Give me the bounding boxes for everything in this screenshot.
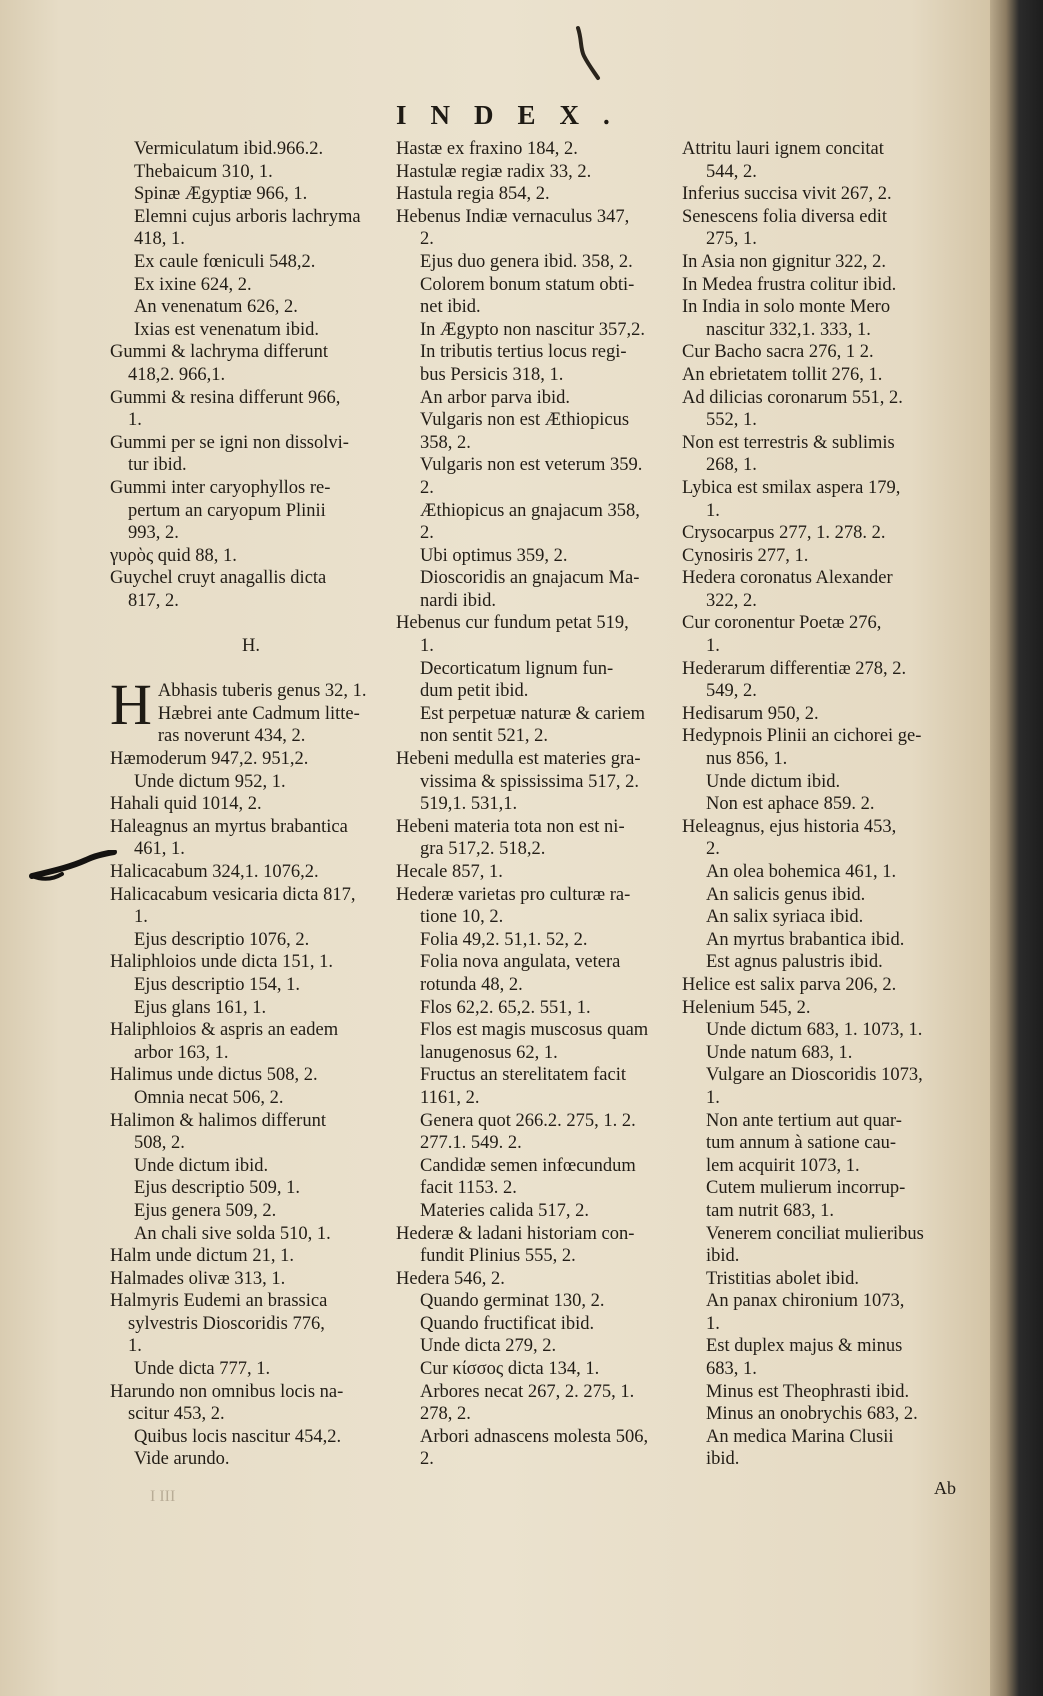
index-entry: Halmades olivæ 313, 1. [110,1268,286,1289]
index-entry: Spinæ Ægyptiæ 966, 1. [134,184,308,205]
index-entry: 993, 2. [128,523,179,544]
index-entry: 549, 2. [706,681,757,702]
index-entry: Decorticatum lignum fun- [420,658,614,679]
index-entry: lem acquirit 1073, 1. [706,1155,860,1176]
index-entry: 2. [706,839,720,860]
index-entry: dum petit ibid. [420,681,529,702]
index-entry: Ejus descriptio 509, 1. [134,1178,300,1199]
index-entry: bus Persicis 318, 1. [420,364,564,385]
index-entry: 2. [420,523,434,544]
index-entry: Hederæ varietas pro culturæ ra- [396,884,631,905]
index-entry: 519,1. 531,1. [420,794,518,815]
index-entry: Æthiopicus an gnajacum 358, [420,500,640,521]
index-entry: Ubi optimus 359, 2. [420,545,568,566]
index-entry: An panax chironium 1073, [706,1291,905,1312]
index-entry: 418,2. 966,1. [128,364,226,385]
pen-stroke-mark [28,850,118,884]
index-entry: pertum an caryopum Plinii [128,500,326,521]
index-entry: Crysocarpus 277, 1. 278. 2. [682,523,886,544]
index-entry: In Medea frustra colitur ibid. [682,274,897,295]
index-entry: Hecale 857, 1. [396,862,503,882]
index-entry: 2. [420,229,434,250]
index-entry: Hæbrei ante Cadmum litte- [157,703,360,724]
index-entry: An chali sive solda 510, 1. [134,1223,331,1244]
index-entry: 508, 2. [134,1133,185,1154]
index-entry: lanugenosus 62, 1. [420,1042,558,1063]
index-entry: Unde dictum 952, 1. [134,771,286,792]
index-entry: Est agnus palustris ibid. [706,952,883,973]
index-entry: Hedisarum 950, 2. [682,703,819,724]
index-entry: Hebeni materia tota non est ni- [396,816,625,837]
index-entry: ras noverunt 434, 2. [157,726,306,747]
index-entry: Est perpetuæ naturæ & cariem [420,703,646,724]
index-entry: Ejus genera 509, 2. [134,1200,277,1221]
index-entry [110,612,392,635]
index-entry: Hebenus cur fundum petat 519, [396,613,629,634]
index-entry: 461, 1. [134,839,185,860]
index-entry: Vermiculatum ibid.966.2. [134,139,324,159]
index-entry: Quando germinat 130, 2. [420,1291,605,1312]
index-entry: 2. [420,477,434,498]
index-entry: 1. [134,907,148,928]
index-entry: An myrtus brabantica ibid. [706,929,905,950]
index-entry: H. [242,636,260,657]
index-entry: Vulgaris non est Æthiopicus [420,410,630,431]
index-entry: Hebenus Indiæ vernaculus 347, [396,206,630,227]
index-entry: Ad dilicias coronarum 551, 2. [682,387,903,408]
signature-mark: I III [150,1488,176,1505]
index-entry: Unde dicta 777, 1. [134,1359,271,1380]
index-entry: 1. [128,1336,142,1357]
index-entry: Unde dictum ibid. [706,771,841,792]
index-entry: Quando fructificat ibid. [420,1313,595,1334]
index-entry: 268, 1. [706,455,757,476]
book-binding-edge [990,0,1043,1696]
index-entry: Arbores necat 267, 2. 275, 1. [420,1381,635,1402]
index-entry: In tributis tertius locus regi- [420,342,627,363]
index-entry: 418, 1. [134,229,185,250]
index-entry: tum annum à satione cau- [706,1133,897,1154]
index-entry: 1. [128,410,142,431]
index-entry: Cutem mulierum incorrup- [706,1178,906,1199]
index-entry: Helice est salix parva 206, 2. [682,974,897,995]
index-entry: Gummi & lachryma differunt [110,342,329,363]
index-entry: arbor 163, 1. [134,1042,229,1063]
index-entry: Vulgaris non est veterum 359. [420,455,643,476]
index-entry: Cur Bacho sacra 276, 1 2. [682,342,874,363]
index-entry: Minus an onobrychis 683, 2. [706,1404,918,1425]
index-entry: Fructus an sterelitatem facit [420,1065,626,1086]
index-entry: Cur κίσσος dicta 134, 1. [420,1359,600,1380]
index-entry: Minus est Theophrasti ibid. [706,1381,910,1402]
index-entry: facit 1153. 2. [420,1178,517,1199]
index-entry: Omnia necat 506, 2. [134,1087,284,1108]
index-entry: Unde dictum 683, 1. 1073, 1. [706,1020,923,1041]
index-entry: Hedera 546, 2. [396,1268,505,1289]
page-header-index: INDEX. [396,100,634,130]
index-entry: Haliphloios unde dicta 151, 1. [110,952,333,973]
index-entry: 544, 2. [706,161,757,182]
index-entry: tur ibid. [128,455,187,476]
index-entry: Unde natum 683, 1. [706,1042,853,1063]
index-entry: 1. [706,500,720,521]
drop-cap-h: H [110,672,152,738]
index-entry: Ejus duo genera ibid. 358, 2. [420,251,633,272]
index-entry: Gummi & resina differunt 966, [110,387,341,408]
index-entry: Helenium 545, 2. [682,997,811,1018]
index-entry: gra 517,2. 518,2. [420,839,546,860]
index-entry: In India in solo monte Mero [682,297,891,318]
index-entry: Hastula regia 854, 2. [396,184,550,205]
index-entry: 2. [420,1449,434,1470]
index-entry: An venenatum 626, 2. [134,297,298,318]
index-entry: Tristitias abolet ibid. [706,1268,859,1289]
index-entry: Folia nova angulata, vetera [420,952,621,973]
index-entry: 1. [706,636,720,657]
index-entry: Hastæ ex fraxino 184, 2. [396,139,578,159]
index-entry: Haleagnus an myrtus brabantica [110,816,348,837]
index-entry: net ibid. [420,297,481,318]
index-entry: Inferius succisa vivit 267, 2. [682,184,892,205]
index-entry: Lybica est smilax aspera 179, [682,477,901,498]
index-entry [110,658,392,681]
index-entry: 275, 1. [706,229,757,250]
index-entry: Halmyris Eudemi an brassica [110,1291,328,1312]
index-entry: Halimon & halimos differunt [110,1110,326,1131]
index-entry: 552, 1. [706,410,757,431]
index-entry: Ejus descriptio 154, 1. [134,974,300,995]
index-entry: Folia 49,2. 51,1. 52, 2. [420,929,588,950]
index-entry: Cur coronentur Poetæ 276, [682,613,882,634]
index-entry: Vulgare an Dioscoridis 1073, [706,1065,923,1086]
index-entry: Hebeni medulla est materies gra- [396,749,641,770]
index-entry: Non est aphace 859. 2. [706,794,875,815]
index-entry: rotunda 48, 2. [420,974,523,995]
index-entry: scitur 453, 2. [128,1404,225,1425]
index-entry: Flos 62,2. 65,2. 551, 1. [420,997,591,1018]
index-entry: Non ante tertium aut quar- [706,1110,902,1131]
index-entry: γυρὸς quid 88, 1. [110,545,237,566]
index-entry: Heleagnus, ejus historia 453, [682,816,897,837]
index-entry: nascitur 332,1. 333, 1. [706,319,871,340]
index-entry: nus 856, 1. [706,749,788,770]
index-entry: nardi ibid. [420,590,497,611]
index-entry: 683, 1. [706,1359,757,1380]
index-entry: Hastulæ regiæ radix 33, 2. [396,161,592,182]
index-entry: Abhasis tuberis genus 32, 1. [157,681,367,702]
index-entry: Materies calida 517, 2. [420,1200,590,1221]
index-entry: Est duplex majus & minus [706,1336,903,1357]
index-entry: fundit Plinius 555, 2. [420,1246,576,1267]
index-entry: Dioscoridis an gnajacum Ma- [420,568,640,589]
index-column-1 [110,138,392,1471]
index-entry: Halicacabum vesicaria dicta 817, [110,884,356,905]
index-entry: Hæmoderum 947,2. 951,2. [110,749,309,770]
index-entry: An medica Marina Clusii [706,1426,894,1447]
index-entry: An salix syriaca ibid. [706,907,864,928]
index-entry: Halimus unde dictus 508, 2. [110,1065,318,1086]
catchword: Ab [934,1478,956,1498]
index-entry: Halicacabum 324,1. 1076,2. [110,862,319,882]
index-entry: Elemni cujus arboris lachryma [134,206,361,227]
index-entry: 358, 2. [420,432,471,453]
index-entry: An salicis genus ibid. [706,884,866,905]
index-entry: Ex caule fœniculi 548,2. [134,251,316,272]
index-entry: Hedera coronatus Alexander [682,568,893,589]
index-entry: An olea bohemica 461, 1. [706,862,897,882]
index-entry: tam nutrit 683, 1. [706,1200,834,1221]
index-entry: An ebrietatem tollit 276, 1. [682,364,883,385]
index-entry: Quibus locis nascitur 454,2. [134,1426,342,1447]
index-entry: non sentit 521, 2. [420,726,548,747]
index-entry: Colorem bonum statum obti- [420,274,635,295]
index-entry: tione 10, 2. [420,907,504,928]
index-entry: Flos est magis muscosus quam [420,1020,649,1041]
index-entry: 322, 2. [706,590,757,611]
index-entry: Vide arundo. [134,1449,230,1470]
index-entry: Senescens folia diversa edit [682,206,887,227]
index-entry: Unde dicta 279, 2. [420,1336,557,1357]
index-entry: Unde dictum ibid. [134,1155,269,1176]
index-column-2 [396,138,678,1471]
index-entry: sylvestris Dioscoridis 776, [128,1313,325,1334]
index-entry: Attritu lauri ignem concitat [682,139,884,159]
index-entry: Halm unde dictum 21, 1. [110,1246,294,1267]
index-entry: Genera quot 266.2. 275, 1. 2. [420,1110,636,1131]
index-entry: Thebaicum 310, 1. [134,161,273,182]
index-entry: Harundo non omnibus locis na- [110,1381,344,1402]
index-entry: Hederæ & ladani historiam con- [396,1223,635,1244]
index-entry: Hahali quid 1014, 2. [110,794,262,815]
index-entry: In Ægypto non nascitur 357,2. [420,319,646,340]
index-entry: Non est terrestris & sublimis [682,432,895,453]
index-entry: An arbor parva ibid. [420,387,571,408]
index-entry: 278, 2. [420,1404,471,1425]
index-column-3 [682,138,964,1471]
index-entry: Haliphloios & aspris an eadem [110,1020,339,1041]
index-entry: Guychel cruyt anagallis dicta [110,568,327,589]
index-entry: Ex ixine 624, 2. [134,274,252,295]
index-entry: 1161, 2. [420,1087,480,1108]
index-entry: Hederarum differentiæ 278, 2. [682,658,907,679]
index-entry: vissima & spississima 517, 2. [420,771,639,792]
index-entry: Ixias est venenatum ibid. [134,319,319,340]
index-entry: 1. [706,1313,720,1334]
index-entry: Cynosiris 277, 1. [682,545,809,566]
index-entry: Ejus descriptio 1076, 2. [134,929,310,950]
index-entry: Ejus glans 161, 1. [134,997,267,1018]
index-entry: Gummi inter caryophyllos re- [110,477,331,498]
index-entry: Arbori adnascens molesta 506, [420,1426,649,1447]
index-entry: Gummi per se igni non dissolvi- [110,432,349,453]
ink-mark-top [572,22,602,82]
index-entry: Candidæ semen infœcundum [420,1155,636,1176]
index-entry: 817, 2. [128,590,179,611]
index-entry: ibid. [706,1246,740,1267]
index-entry: 277.1. 549. 2. [420,1133,522,1154]
index-entry: In Asia non gignitur 322, 2. [682,251,887,272]
index-entry: ibid. [706,1449,740,1470]
index-entry: Hedypnois Plinii an cichorei ge- [682,726,922,747]
index-entry: 1. [420,636,434,657]
index-entry: 1. [706,1087,720,1108]
index-entry: Venerem conciliat mulieribus [706,1223,924,1244]
